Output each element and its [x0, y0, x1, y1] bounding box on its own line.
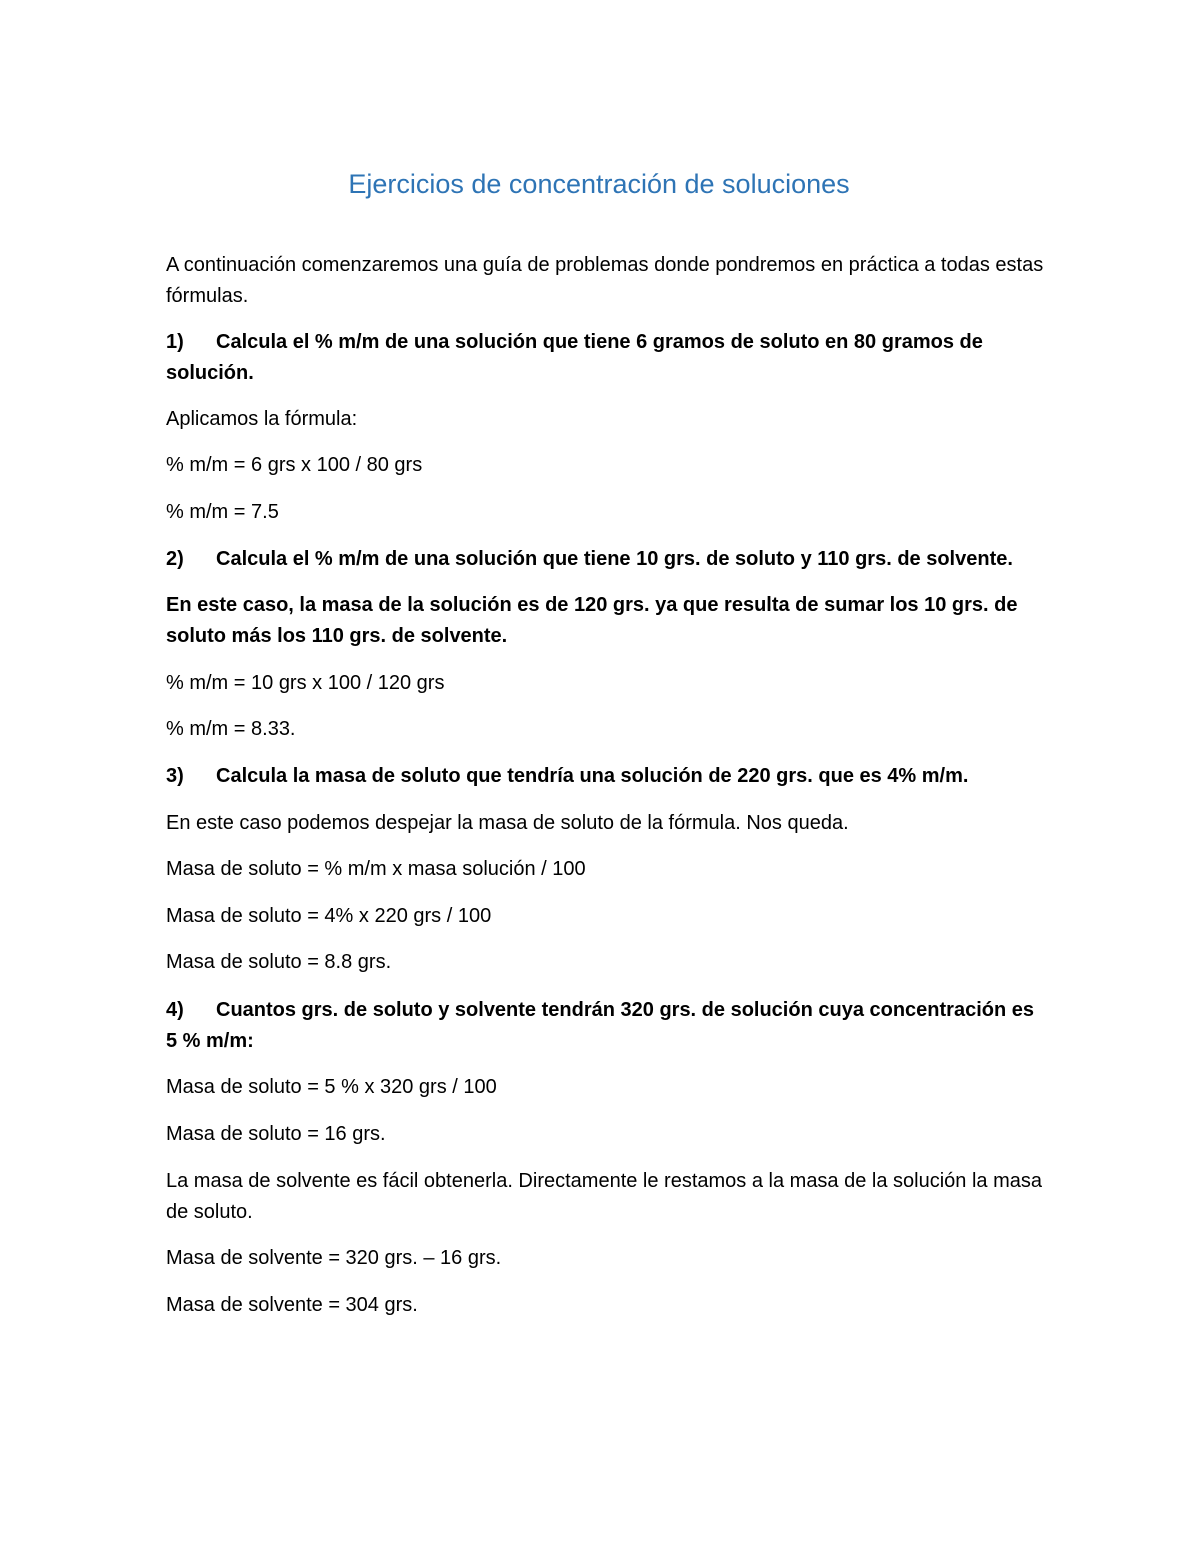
- q3-formula: Masa de soluto = % m/m x masa solución / 100: [166, 858, 586, 880]
- question-1-text: Calcula el % m/m de una solución que tiene 6 gramos de soluto en 80 gramos de solución.: [166, 331, 983, 384]
- question-4-text: Cuantos grs. de soluto y solvente tendrán 320 grs. de solución cuya concentración es 5 % m/m:: [166, 999, 1034, 1052]
- q3-explanation: En este caso podemos despejar la masa de soluto de la fórmula. Nos queda.: [166, 812, 849, 834]
- intro-paragraph: A continuación comenzaremos una guía de problemas donde pondremos en práctica a todas estas fórmulas.: [166, 254, 1044, 307]
- question-2-number: 2): [166, 548, 184, 570]
- question-1-number: 1): [166, 331, 184, 353]
- document-title: Ejercicios de concentración de soluciones: [348, 169, 850, 199]
- q3-substitution: Masa de soluto = 4% x 220 grs / 100: [166, 905, 492, 927]
- question-4: [166, 995, 1046, 1057]
- question-2: [166, 544, 1046, 575]
- question-3: [166, 761, 1046, 792]
- question-1: [166, 327, 1046, 389]
- q1-result: % m/m = 7.5: [166, 501, 279, 523]
- question-2-text: Calcula el % m/m de una solución que tiene 10 grs. de soluto y 110 grs. de solvente.: [216, 548, 1013, 570]
- q4-solvent-result: Masa de solvente = 304 grs.: [166, 1294, 418, 1316]
- question-3-number: 3): [166, 765, 184, 787]
- q2-formula: % m/m = 10 grs x 100 / 120 grs: [166, 672, 445, 694]
- question-4-number: 4): [166, 999, 184, 1021]
- q4-result: Masa de soluto = 16 grs.: [166, 1123, 386, 1145]
- q3-result: Masa de soluto = 8.8 grs.: [166, 951, 392, 973]
- q4-formula: Masa de soluto = 5 % x 320 grs / 100: [166, 1076, 497, 1098]
- q1-apply-text: Aplicamos la fórmula:: [166, 408, 358, 430]
- q4-explanation: La masa de solvente es fácil obtenerla. Directamente le restamos a la masa de la solución la masa de soluto.: [166, 1170, 1043, 1223]
- q1-formula: % m/m = 6 grs x 100 / 80 grs: [166, 454, 423, 476]
- question-3-text: Calcula la masa de soluto que tendría una solución de 220 grs. que es 4% m/m.: [216, 765, 969, 787]
- q2-explanation: En este caso, la masa de la solución es de 120 grs. ya que resulta de sumar los 10 grs. de soluto más los 110 grs. de solvente.: [166, 594, 1018, 647]
- q4-solvent-formula: Masa de solvente = 320 grs. – 16 grs.: [166, 1247, 502, 1269]
- q2-result: % m/m = 8.33.: [166, 718, 296, 740]
